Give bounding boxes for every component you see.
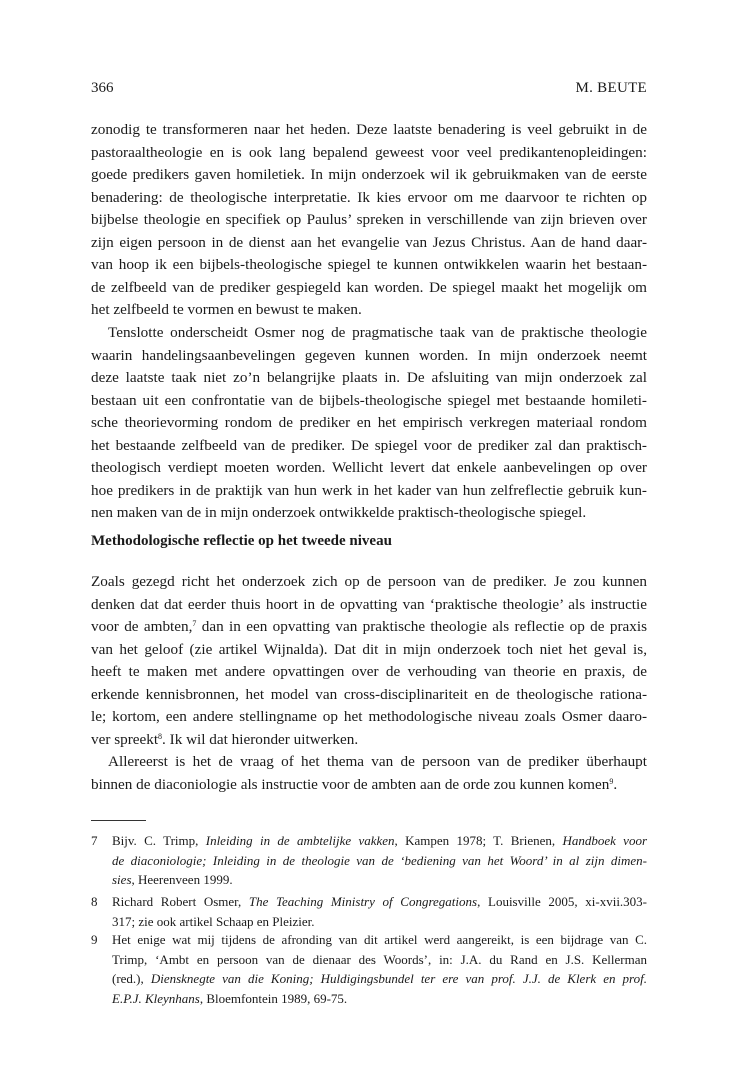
- text-fragment: , Louisville 2005, xi-xvii.303-: [477, 894, 648, 909]
- footnote-line: [112, 870, 647, 890]
- footnote-ref-9[interactable]: 9: [609, 776, 614, 786]
- footnote-7: [91, 831, 647, 890]
- footnote-line: [112, 831, 647, 851]
- running-head-author: M. BEUTE: [575, 80, 647, 96]
- text-line: zonodig te transformeren naar het heden. Deze laatste benadering is veel gebruikt in de: [91, 121, 647, 138]
- text-line: bestaan uit een confrontatie van de bijbels-theologische spiegel met bestaande homileti-: [91, 391, 647, 409]
- text-line: nen maken van de in mijn onderzoek ontwikkelde praktisch-theologische spiegel.: [91, 504, 587, 521]
- paragraph-3: [91, 571, 647, 751]
- text-line: [91, 774, 647, 797]
- footnote-number: 8: [91, 894, 98, 909]
- text-line: Zoals gezegd richt het onderzoek zich op de persoon van de prediker. Je zou kunnen: [91, 573, 647, 590]
- book-title: Diensknegte van die Koning; Huldigingsbundel ter ere van prof. J.J. de Klerk en prof.: [150, 971, 647, 986]
- text-fragment: , Kampen 1978; T. Brienen,: [394, 833, 563, 848]
- text-line: bijbelse theologie en specifiek op Paulus’ spreken in verschillende van zijn brieven over: [91, 211, 647, 228]
- book-title: sies: [112, 872, 132, 887]
- text-line: erkende kennisbronnen, het model van cross-disciplinariteit en de theologische rationa-: [91, 685, 647, 703]
- text-fragment: dan in een opvatting van praktische theologie als reflectie op de praxis: [196, 618, 647, 635]
- running-head: [91, 80, 647, 100]
- footnote-line: 317; zie ook artikel Schaap en Pleizier.: [112, 913, 315, 929]
- footnote-9: [91, 930, 647, 1008]
- book-title: Inleiding in de ambtelijke vakken: [205, 833, 395, 848]
- text-line: het bestaande zelfbeeld van de prediker. De spiegel voor de prediker zal dan praktisch-: [91, 436, 647, 454]
- text-fragment: Bijv. C. Trimp,: [112, 833, 206, 848]
- paragraph-4: [91, 751, 647, 796]
- text-line: le; kortom, een andere stellingname op het methodologische niveau zoals Osmer daaro-: [91, 708, 647, 725]
- text-line: van hoop ik een bijbels-theologische spiegel te kunnen ontwikkelen waarin het bestaan-: [91, 256, 647, 273]
- footnote-number: 9: [91, 932, 98, 947]
- footnote-line: [112, 989, 647, 1009]
- text-line: het zelfbeeld te vormen en bewust te maken.: [91, 301, 362, 318]
- footnote-line: [112, 892, 647, 912]
- text-fragment: (red.),: [112, 971, 151, 986]
- paragraph-2: [91, 322, 647, 525]
- text-fragment: ver spreekt: [91, 730, 159, 748]
- text-line: pastoraaltheologie en is ook lang bepalend geweest voor veel predikantenopleidingen:: [91, 143, 647, 161]
- text-line: goede predikers gaven homiletiek. In mijn onderzoek wil ik gebruikmaken van de eerste: [91, 166, 647, 183]
- text-fragment: voor de ambten,: [91, 618, 193, 635]
- text-line: de zelfbeeld van de prediker gespiegeld kan worden. De spiegel maakt het mogelijk om: [91, 278, 647, 296]
- text-line: Tenslotte onderscheidt Osmer nog de pragmatische taak van de praktische theologie: [108, 324, 647, 341]
- text-fragment: binnen de diaconiologie als instructie voor de ambten aan de orde zou kunnen komen: [91, 775, 610, 793]
- text-fragment: . Ik wil dat hieronder uitwerken.: [162, 730, 359, 748]
- text-line: Allereerst is het de vraag of het thema van de persoon van de prediker überhaupt: [108, 753, 647, 770]
- text-fragment: .: [613, 775, 618, 793]
- book-title: E.P.J. Kleynhans: [112, 990, 200, 1006]
- text-line: van het geloof (zie artikel Wijnalda). Dat dit in mijn onderzoek toch niet het geval is,: [91, 640, 647, 658]
- footnote-line: [112, 969, 647, 989]
- book-title: de diaconiologie; Inleiding in de theologie van de ‘bediening van het Woord’ in al zijn dimen-: [112, 852, 647, 868]
- text-line: deze laatste taak niet zo’n belangrijke plaats in. De afsluiting van mijn onderzoek zal: [91, 369, 647, 386]
- text-line: waarin handelingsaanbevelingen gegeven kunnen worden. In mijn onderzoek neemt: [91, 346, 647, 364]
- footnote-line: Trimp, ‘Ambt en persoon van de dienaar des Woords’, in: J.A. du Rand en J.S. Kellerman: [112, 951, 647, 967]
- text-line: theologisch verdiept moeten worden. Wellicht levert dat enkele aanbevelingen op over: [91, 459, 647, 476]
- text-line: denken dat dat eerder thuis hoort in de opvatting van ‘praktische theologie’ als instructie: [91, 595, 647, 613]
- text-fragment: , Bloemfontein 1989, 69-75.: [199, 990, 348, 1006]
- footnote-line: [112, 851, 647, 871]
- text-line: zijn eigen persoon in de dienst aan het evangelie van Jezus Christus. Aan de hand daar-: [91, 233, 647, 251]
- text-line: [91, 729, 647, 752]
- text-line: sche theorievorming rondom de prediker en het empirisch verkregen materiaal rondom: [91, 414, 647, 431]
- footnote-divider: [91, 820, 146, 821]
- page-number: 366: [91, 80, 114, 96]
- footnote-ref-7[interactable]: 7: [192, 619, 197, 628]
- footnote-number: 7: [91, 833, 98, 848]
- text-line: benadering: de theologische interpretatie. Ik kies ervoor om me daarvoor te richten op: [91, 188, 647, 206]
- book-title: Handboek voor: [562, 833, 648, 848]
- footnote-8: [91, 892, 647, 931]
- section-heading: Methodologische reflectie op het tweede niveau: [91, 533, 392, 549]
- book-title: The Teaching Ministry of Congregations: [248, 894, 478, 909]
- footnote-ref-8[interactable]: 8: [158, 731, 163, 741]
- text-line: hoe predikers in de praktijk van hun werk in het kader van hun zelfreflectie gebruik kun-: [91, 481, 647, 499]
- text-line: heeft te maken met andere opvattingen over de verhouding van theorie en praxis, de: [91, 663, 647, 680]
- text-line: [91, 616, 647, 639]
- text-fragment: , Heerenveen 1999.: [131, 872, 233, 887]
- text-fragment: Richard Robert Osmer,: [112, 894, 249, 909]
- paragraph-1: [91, 119, 647, 322]
- footnote-line: Het enige wat mij tijdens de afronding van dit artikel werd aangereikt, is een bijdrage van C.: [112, 932, 647, 947]
